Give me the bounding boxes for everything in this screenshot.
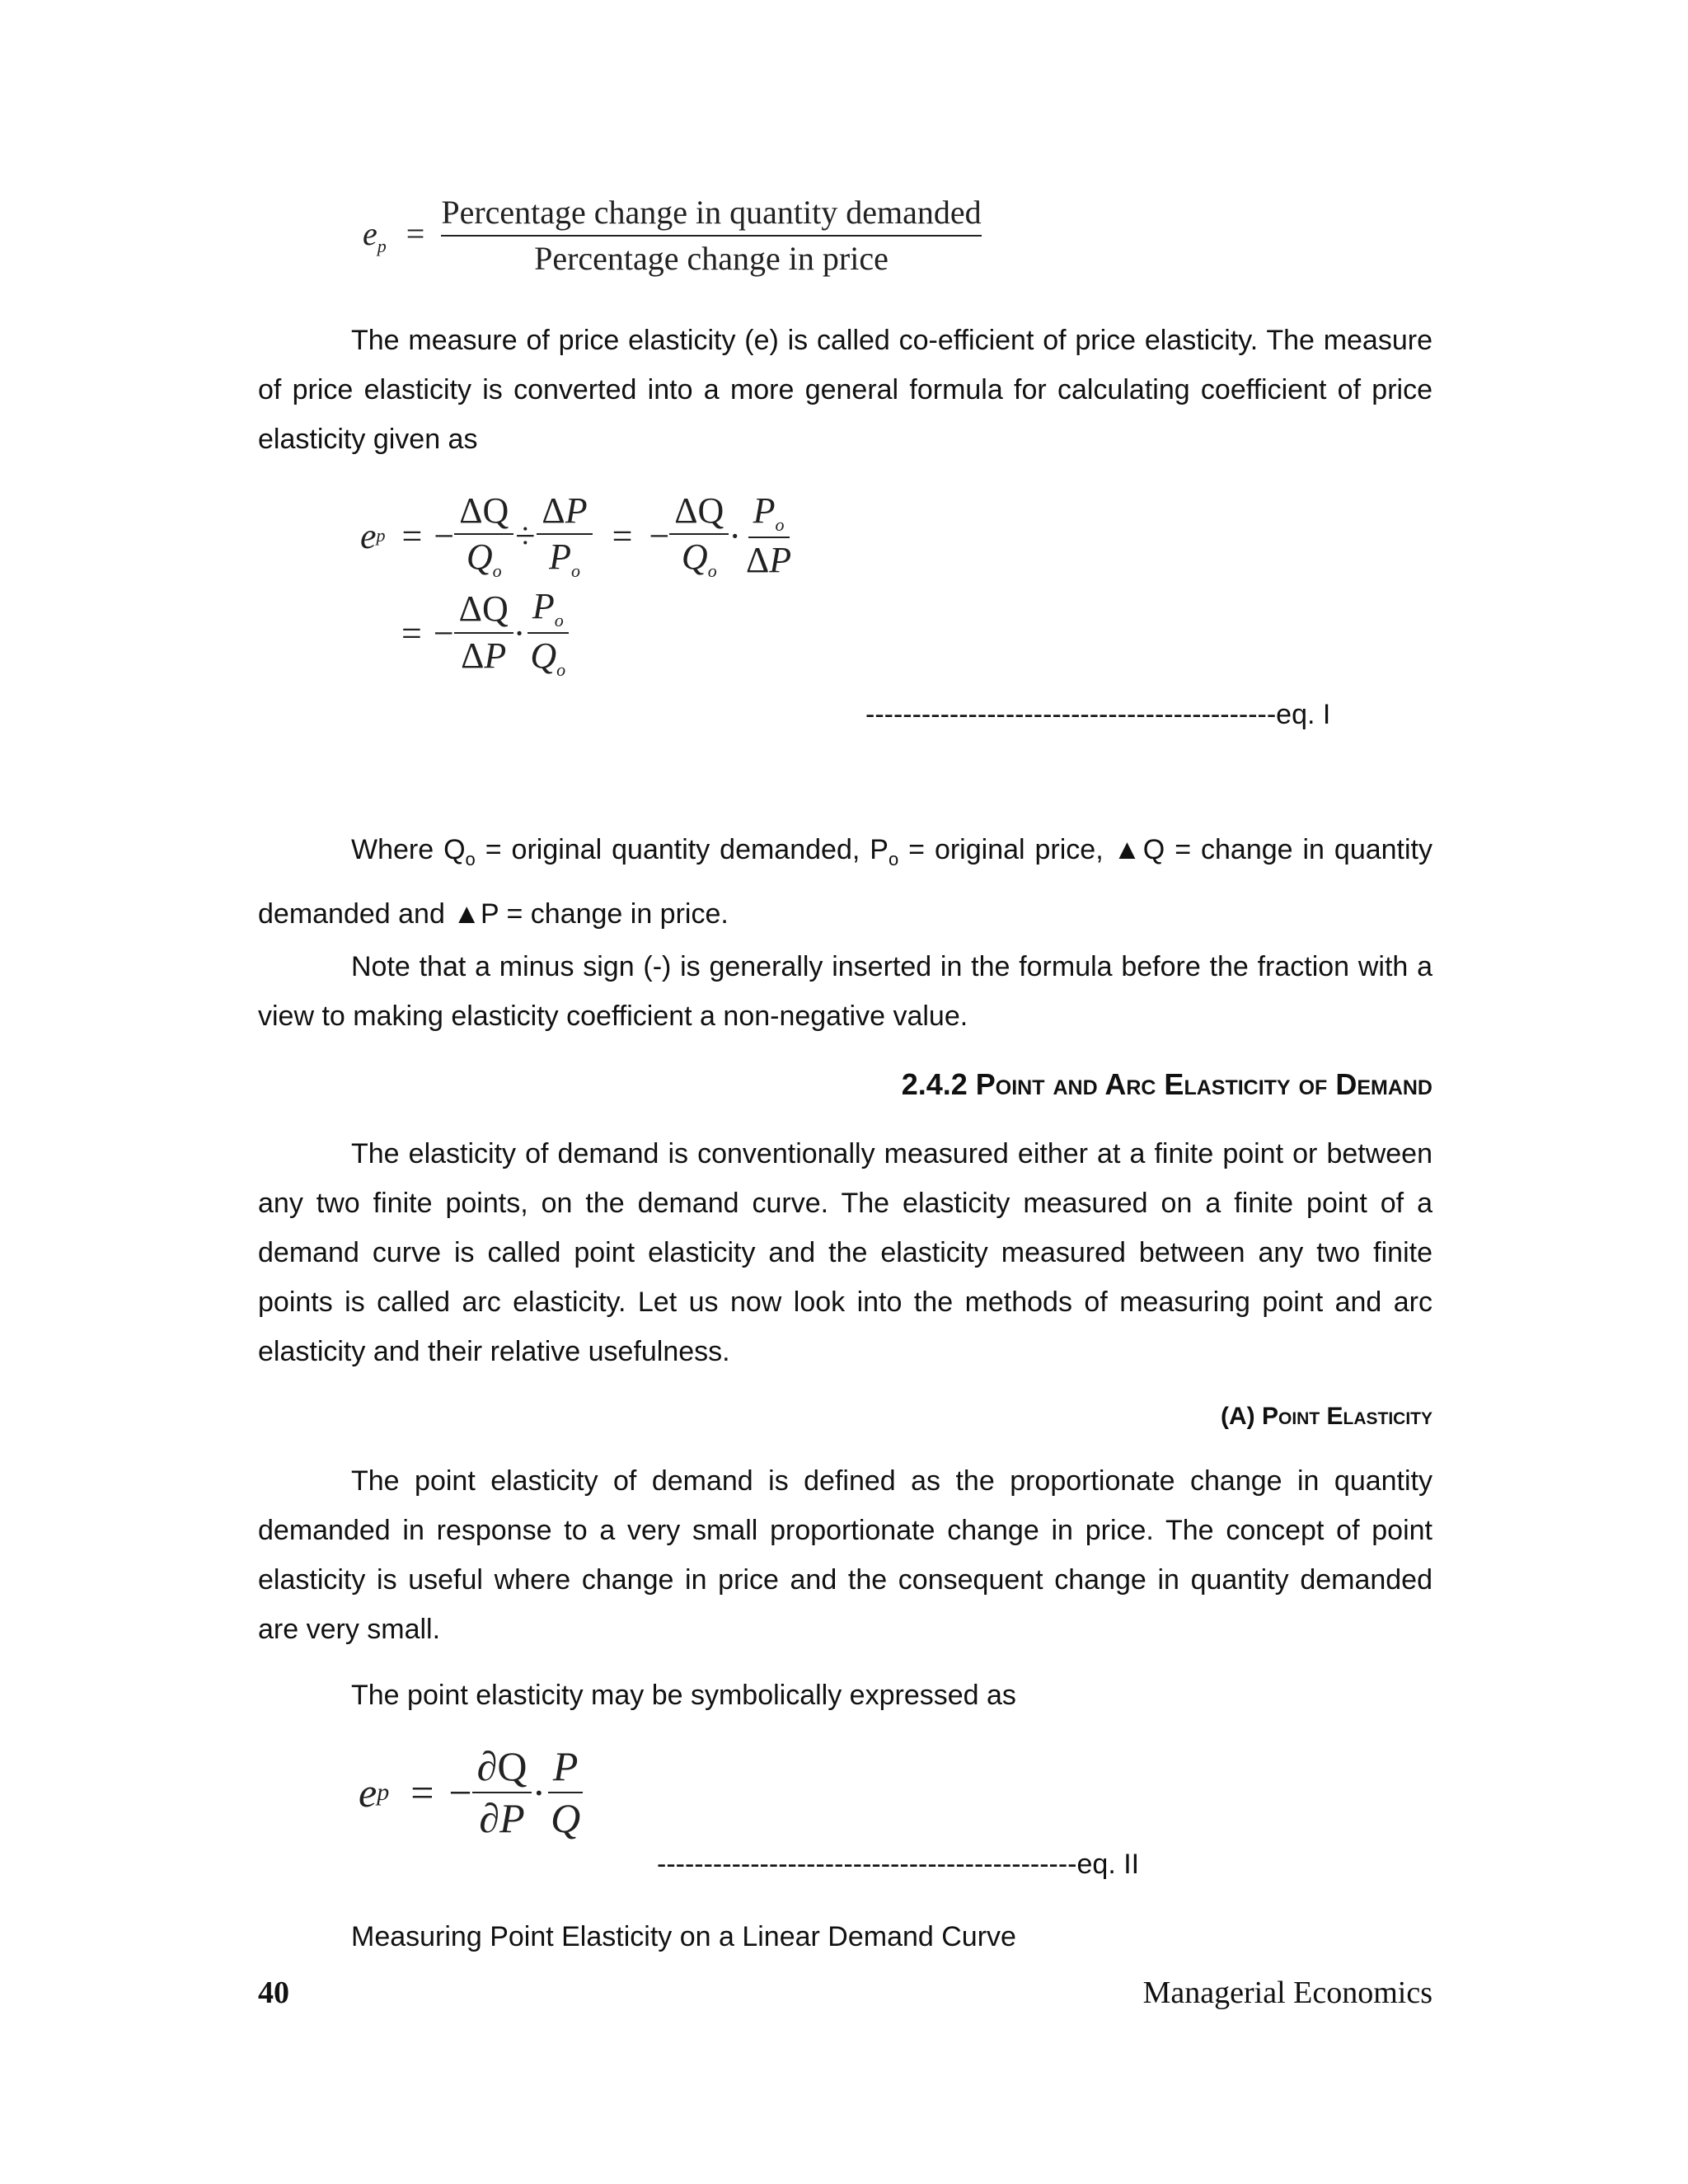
book-title: Managerial Economics: [1142, 1975, 1432, 2010]
paragraph-coefficient: The measure of price elasticity (e) is called co-efficient of price elasticity. The measure of price elasticity is converted into a more general formula for calculating coefficient of price elasticity given as: [258, 325, 1432, 455]
formula-point-elasticity: e p = − $\frac{\partial Q}{\partial P}$ · $\frac{P}{Q}$: [359, 1735, 585, 1850]
formula-elasticity-coefficient: e p = − $\frac{\Delta Q}{Q_o}$ ÷ $\frac{\Delta P}{P_o}$ = − $\frac{\Delta Q}{Q_o}$ · $\frac{P_o}{\Delta P}$ = − $\frac{\Delta Q}{\Delta P}$ · $\frac{P_o}{Q_o}$: [360, 490, 792, 680]
equation-label-2: ---------------------------------------------eq. II: [657, 1849, 1140, 1880]
equation-label-1: --------------------------------------------eq. I: [865, 699, 1331, 730]
page-number: 40: [258, 1975, 289, 2010]
denominator: Percentage change in price: [534, 240, 889, 277]
paragraph-measuring-heading: Measuring Point Elasticity on a Linear Demand Curve: [351, 1921, 1016, 1952]
numerator: Percentage change in quantity demanded: [441, 194, 981, 237]
formula-percentage-elasticity: $e_p$ = $\frac{\text{Percentage change in quantity demanded}}{\text{Percentage change in price}}$: [363, 194, 982, 277]
paragraph-definitions: Where $Q_o$ = original quantity demanded, $P_o$ = original price, ▲Q = change in quantity demanded and ▲P = change in price.: [258, 834, 1433, 930]
section-heading: 2.4.2 Point and Arc Elasticity of Demand: [901, 1067, 1432, 1101]
triangle-icon: ▲: [452, 898, 481, 930]
ep-symbol: e: [363, 215, 377, 252]
fraction: [441, 194, 981, 278]
paragraph-point-elasticity: The point elasticity of demand is defined as the proportionate change in quantity demanded in response to a very small proportionate change in price. The concept of point elasticity is useful where change in price and the consequent change in quantity demanded are very small.: [258, 1465, 1432, 1645]
paragraph-minus-sign-note: Note that a minus sign (-) is generally inserted in the formula before the fraction with a view to making elasticity coefficient a non-negative value.: [258, 951, 1432, 1032]
subsection-heading: (A) Point Elasticity: [1221, 1403, 1432, 1430]
paragraph-symbolic: The point elasticity may be symbolically expressed as: [351, 1680, 1016, 1711]
paragraph-point-arc: The elasticity of demand is conventionally measured either at a finite point or between any two finite points, on the demand curve. The elasticity measured on a finite point of a demand curve is called point elasticity and the elasticity measured between any two finite points is called arc elasticity. Let us now look into the methods of measuring point and arc elasticity and their relative usefulness.: [258, 1138, 1432, 1367]
triangle-icon: ▲: [1113, 834, 1143, 865]
